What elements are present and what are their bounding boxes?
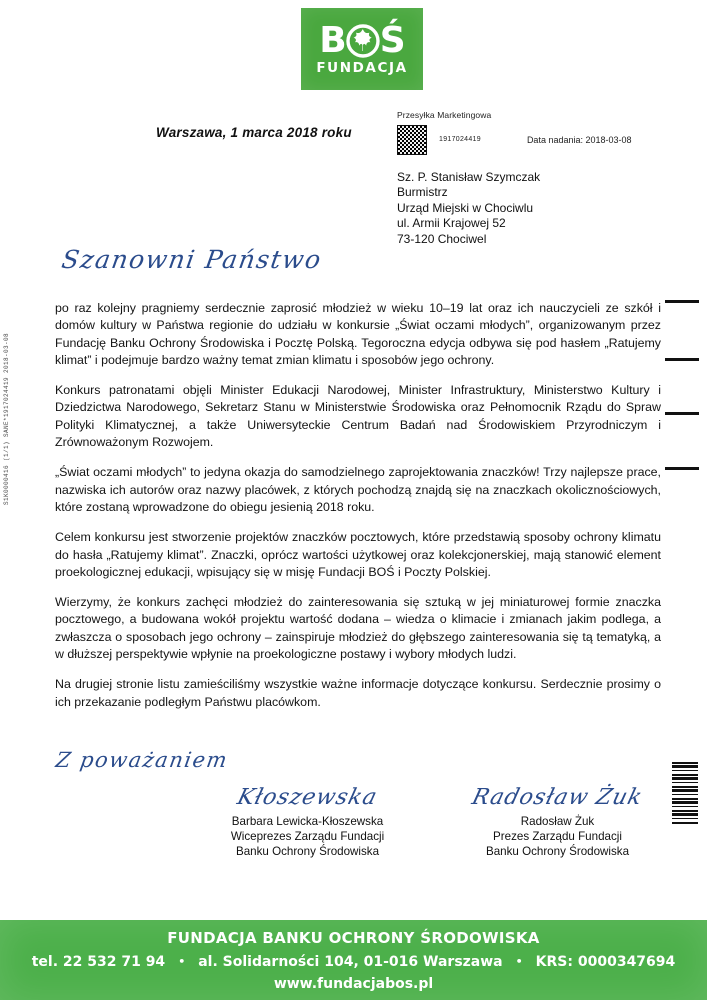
registration-mark-2 bbox=[665, 358, 699, 361]
registration-mark-1 bbox=[665, 300, 699, 303]
body-paragraph-6: Na drugiej stronie listu zamieściliśmy wszystkie ważne informacje dotyczące konkursu. Serdecznie prosimy o ich przekazanie podległym Państwu placówkom. bbox=[55, 677, 661, 709]
posting-date: Data nadania: 2018-03-08 bbox=[526, 135, 632, 145]
signature-block-right bbox=[450, 780, 665, 859]
signature-title1-right: Prezes Zarządu Fundacji bbox=[493, 830, 622, 843]
registration-mark-4 bbox=[665, 467, 699, 470]
body-paragraph-5: Wierzymy, że konkurs zachęci młodzież do zainteresowania się sztuką w jej miniaturowej formie znaczka pocztowego, a budowana wokół projektu wartość dodana – wiedza o klimacie i zmianach jakim podlega, a zwłaszcza o sposobach jego ochrony – zainspiruje młodzież do głębszego zainteresowania się tą tematyką, a w dłuższej perspektywie wpłynie na proekologiczne postawy i wybory młodych ludzi. bbox=[55, 595, 661, 662]
footer-separator-1: • bbox=[178, 955, 186, 968]
body-paragraph-3: „Świat oczami młodych” to jedyna okazja do samodzielnego zaprojektowania znaczków! Trzy najlepsze prace, nazwiska ich autorów oraz nazwy placówek, z których pochodzą znajdą się na znaczkach okolicznościowych, które zostaną wprowadzone do obiegu jesienią 2018 roku. bbox=[55, 465, 661, 514]
body-paragraph-4: Celem konkursu jest stworzenie projektów znaczków pocztowych, które przedstawią sposoby ochrony klimatu do hasła „Ratujemy klimat”. Znaczki, oprócz wartości użytkowej oraz kolekcjonerskiej, mają stanowić element proekologicznej edukacji, wpisujący się w misję Fundacji BOŚ i Poczty Polskiej. bbox=[55, 530, 661, 579]
footer-separator-2: • bbox=[515, 955, 523, 968]
signature-title1-left: Wiceprezes Zarządu Fundacji bbox=[230, 830, 385, 843]
recipient-role: Burmistrz bbox=[397, 185, 448, 200]
logo-letter-b: B bbox=[319, 20, 346, 61]
recipient-street: ul. Armii Krajowej 52 bbox=[397, 216, 506, 231]
footer-phone: tel. 22 532 71 94 bbox=[31, 953, 166, 970]
signature-name-left: Barbara Lewicka-Kłoszewska bbox=[231, 815, 384, 828]
signature-title2-left: Banku Ochrony Środowiska bbox=[235, 845, 380, 858]
logo-subtitle: FUNDACJA bbox=[316, 60, 408, 76]
footer-contact-row bbox=[32, 954, 676, 970]
logo-letter-s: Ś bbox=[379, 20, 405, 61]
signature-title2-right: Banku Ochrony Środowiska bbox=[485, 845, 630, 858]
footer-address: al. Solidarności 104, 01-016 Warszawa bbox=[198, 953, 503, 970]
handwritten-closing: Z poważaniem bbox=[54, 748, 230, 772]
body-paragraph-2: Konkurs patronatami objęli Minister Edukacji Narodowej, Minister Infrastruktury, Ministerstwo Kultury i Dziedzictwa Narodowego, Sekretarz Stanu w Ministerstwie Środowiska oraz Pełnomocnik Rządu do Spraw Polityki Klimatycznej, a także Uniwersyteckie Centrum Badań nad Środowiskiem Przyrodniczym i Zrównoważonym Rozwojem. bbox=[55, 383, 661, 450]
logo-wordmark bbox=[319, 20, 405, 61]
signature-name-right: Radosław Żuk bbox=[520, 815, 595, 828]
signature-mark-left: Kłoszewska bbox=[234, 784, 381, 810]
footer-organization-name: FUNDACJA BANKU OCHRONY ŚRODOWISKA bbox=[167, 928, 540, 947]
signature-block-left bbox=[200, 780, 415, 859]
mail-kind-label: Przesyłka Marketingowa bbox=[397, 110, 492, 120]
postal-barcode-icon bbox=[672, 762, 698, 824]
recipient-city: 73-120 Chociwel bbox=[397, 231, 487, 246]
signature-mark-right: Radosław Żuk bbox=[469, 784, 646, 810]
datamatrix-barcode-icon bbox=[397, 125, 427, 155]
letter-body bbox=[55, 300, 661, 711]
recipient-office: Urząd Miejski w Chociwlu bbox=[397, 200, 534, 215]
recipient-address bbox=[397, 170, 540, 247]
recipient-name: Sz. P. Stanisław Szymczak bbox=[397, 170, 541, 184]
footer-website[interactable]: www.fundacjabos.pl bbox=[273, 975, 434, 992]
leaf-in-circle-icon bbox=[346, 24, 380, 58]
mail-info-block bbox=[397, 110, 687, 155]
footer-banner bbox=[0, 920, 707, 1000]
body-paragraph-1: po raz kolejny pragniemy serdecznie zaprosić młodzież w wieku 10–19 lat oraz ich nauczycieli ze szkół i domów kultury w Państwa regionie do udziału w konkursie „Świat oczami młodych”, organizowanym przez Fundację Banku Ochrony Środowiska i Pocztę Polską. Tegoroczna edycja odbywa się pod hasłem „Ratujemy klimat” i podejmuje bardzo ważny temat zmian klimatu i sposobów jego ochrony. bbox=[55, 301, 661, 367]
mail-tracking-row bbox=[397, 125, 687, 155]
date-line: Warszawa, 1 marca 2018 roku bbox=[156, 125, 352, 140]
logo-green-box bbox=[301, 8, 423, 90]
signature-zone bbox=[200, 780, 670, 890]
registration-mark-3 bbox=[665, 412, 699, 415]
margin-print-code: S1K0000416 (1/1) SANE*1917024419 2018-03-08 bbox=[3, 332, 10, 505]
bos-fundacja-logo bbox=[301, 8, 423, 90]
tracking-number: 1917024419 bbox=[439, 136, 481, 143]
footer-krs: KRS: 0000347694 bbox=[535, 953, 676, 970]
handwritten-salutation: Szanowni Państwo bbox=[59, 245, 325, 274]
